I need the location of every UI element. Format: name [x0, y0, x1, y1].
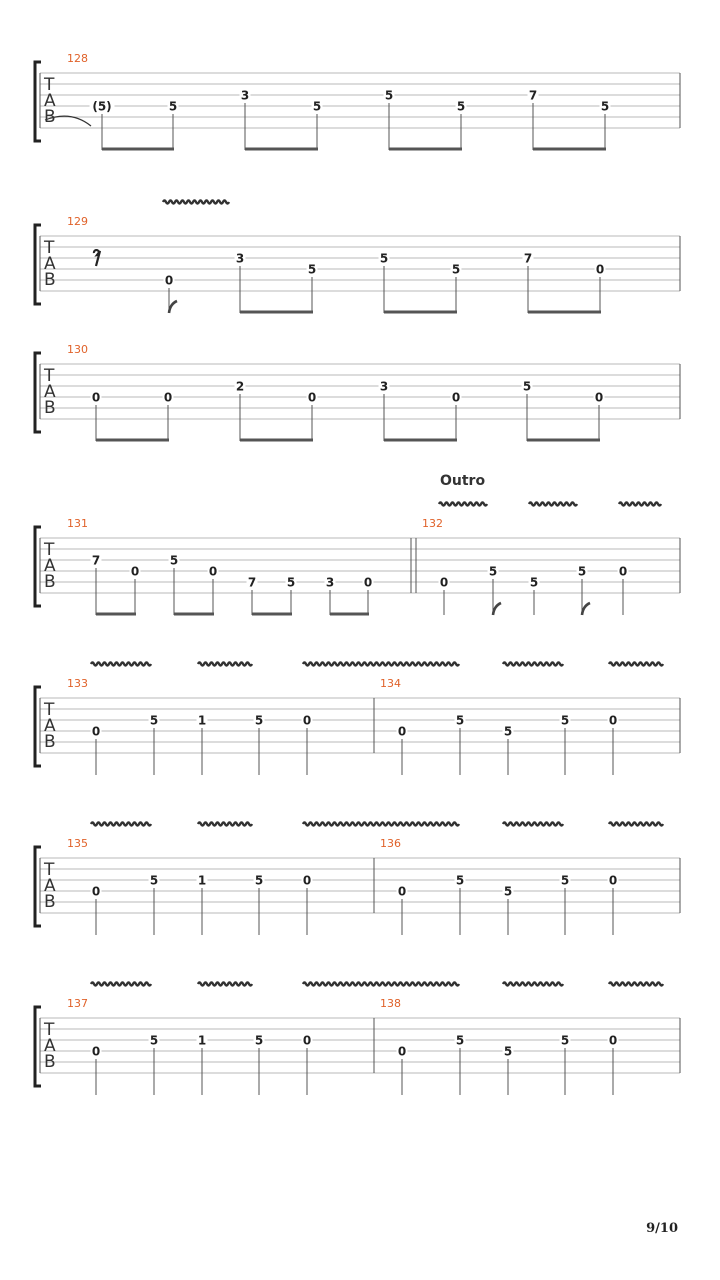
tab-system	[35, 343, 680, 442]
note-beam	[527, 439, 600, 442]
fret-number: 3	[379, 379, 389, 394]
fret-number: 5	[307, 262, 317, 277]
note-beam	[240, 439, 313, 442]
fret-number: 5	[456, 99, 466, 114]
fret-number: 5	[384, 88, 394, 103]
vibrato-mark	[503, 823, 563, 826]
fret-number: 5	[503, 1044, 513, 1059]
fret-number: 0	[397, 1044, 407, 1059]
note-beam	[96, 613, 136, 616]
vibrato-mark	[198, 823, 252, 826]
fret-number: 5	[455, 873, 465, 888]
fret-number: 0	[130, 564, 140, 579]
fret-number: 0	[397, 724, 407, 739]
tab-clef-letter: B	[44, 1052, 56, 1072]
fret-number: 5	[451, 262, 461, 277]
tab-clef-letter: A	[44, 254, 56, 274]
fret-number: 7	[528, 88, 538, 103]
vibrato-mark	[609, 823, 663, 826]
tab-clef-letter: B	[44, 398, 56, 418]
tab-system	[35, 823, 680, 936]
fret-number: 0	[302, 873, 312, 888]
fret-number: 0	[91, 1044, 101, 1059]
fret-number: 5	[600, 99, 610, 114]
fret-number: 5	[455, 713, 465, 728]
fret-number: 5	[312, 99, 322, 114]
tab-clef-letter: T	[44, 540, 55, 560]
vibrato-mark	[619, 503, 661, 506]
fret-number: 0	[363, 575, 373, 590]
vibrato-mark	[303, 983, 459, 986]
tab-clef-letter: B	[44, 572, 56, 592]
measure-number: 129	[67, 215, 88, 228]
fret-number: 5	[503, 724, 513, 739]
fret-number: 1	[197, 873, 207, 888]
note-beam	[384, 439, 457, 442]
page-number: 9/10	[646, 1221, 678, 1236]
fret-number: 3	[235, 251, 245, 266]
fret-number: 0	[608, 713, 618, 728]
tab-system	[35, 983, 680, 1096]
note-beam	[330, 613, 369, 616]
note-beam	[240, 311, 313, 314]
fret-number: 5	[149, 873, 159, 888]
tab-clef-letter: A	[44, 382, 56, 402]
vibrato-mark	[529, 503, 577, 506]
fret-number: 5	[169, 553, 179, 568]
note-beam	[528, 311, 601, 314]
fret-number: 5	[168, 99, 178, 114]
fret-number: 0	[302, 713, 312, 728]
tab-clef-letter: B	[44, 107, 56, 127]
note-flag	[169, 301, 177, 313]
vibrato-mark	[198, 983, 252, 986]
vibrato-mark	[609, 983, 663, 986]
note-beam	[245, 148, 318, 151]
fret-number: 1	[197, 1033, 207, 1048]
measure-number: 133	[67, 677, 88, 690]
fret-number: 5	[254, 1033, 264, 1048]
vibrato-mark	[609, 663, 663, 666]
fret-number: 5	[379, 251, 389, 266]
measure-number: 131	[67, 517, 88, 530]
fret-number: 1	[197, 713, 207, 728]
fret-number: 5	[286, 575, 296, 590]
fret-number: 2	[235, 379, 245, 394]
fret-number: 0	[594, 390, 604, 405]
fret-number: 5	[503, 884, 513, 899]
fret-number: 7	[523, 251, 533, 266]
fret-number: 0	[164, 273, 174, 288]
fret-number: 3	[325, 575, 335, 590]
vibrato-mark	[439, 503, 487, 506]
fret-number: 5	[488, 564, 498, 579]
fret-number: (5)	[92, 99, 112, 114]
tab-clef-letter: A	[44, 1036, 56, 1056]
fret-number: 5	[149, 1033, 159, 1048]
tab-clef-letter: A	[44, 556, 56, 576]
vibrato-mark	[503, 663, 563, 666]
fret-number: 0	[91, 884, 101, 899]
tab-clef-letter: T	[44, 700, 55, 720]
measure-number: 130	[67, 343, 88, 356]
vibrato-mark	[503, 983, 563, 986]
note-beam	[102, 148, 174, 151]
vibrato-mark	[198, 663, 252, 666]
fret-number: 0	[595, 262, 605, 277]
tab-system	[35, 473, 680, 616]
tab-clef-letter: T	[44, 1020, 55, 1040]
fret-number: 0	[302, 1033, 312, 1048]
fret-number: 0	[608, 1033, 618, 1048]
vibrato-mark	[91, 663, 151, 666]
tab-clef-letter: B	[44, 892, 56, 912]
tab-clef-letter: A	[44, 876, 56, 896]
section-label: Outro	[440, 473, 486, 489]
note-beam	[252, 613, 292, 616]
measure-number: 134	[380, 677, 401, 690]
fret-number: 0	[307, 390, 317, 405]
fret-number: 0	[208, 564, 218, 579]
fret-number: 5	[529, 575, 539, 590]
fret-number: 7	[247, 575, 257, 590]
tab-clef-letter: T	[44, 366, 55, 386]
vibrato-mark	[303, 663, 459, 666]
measure-number: 137	[67, 997, 88, 1010]
vibrato-mark	[163, 201, 229, 204]
fret-number: 0	[91, 390, 101, 405]
measure-number: 128	[67, 52, 88, 65]
tab-system	[35, 201, 680, 314]
tab-clef-letter: T	[44, 860, 55, 880]
measure-number: 138	[380, 997, 401, 1010]
fret-number: 5	[254, 713, 264, 728]
fret-number: 5	[577, 564, 587, 579]
measure-number: 135	[67, 837, 88, 850]
fret-number: 0	[163, 390, 173, 405]
tab-clef-letter: B	[44, 732, 56, 752]
fret-number: 0	[439, 575, 449, 590]
note-beam	[96, 439, 169, 442]
tab-clef-letter: T	[44, 75, 55, 95]
tab-clef-letter: A	[44, 91, 56, 111]
measure-number: 136	[380, 837, 401, 850]
fret-number: 7	[91, 553, 101, 568]
note-flag	[493, 603, 501, 615]
fret-number: 5	[560, 873, 570, 888]
tab-system	[35, 663, 680, 776]
tab-clef-letter: B	[44, 270, 56, 290]
vibrato-mark	[91, 983, 151, 986]
fret-number: 5	[560, 713, 570, 728]
fret-number: 5	[560, 1033, 570, 1048]
fret-number: 3	[240, 88, 250, 103]
note-flag	[582, 603, 590, 615]
fret-number: 0	[397, 884, 407, 899]
vibrato-mark	[91, 823, 151, 826]
tab-clef-letter: T	[44, 238, 55, 258]
tab-clef-letter: A	[44, 716, 56, 736]
tab-system	[35, 52, 680, 151]
fret-number: 0	[91, 724, 101, 739]
fret-number: 5	[149, 713, 159, 728]
note-beam	[533, 148, 606, 151]
fret-number: 0	[451, 390, 461, 405]
vibrato-mark	[303, 823, 459, 826]
fret-number: 0	[618, 564, 628, 579]
fret-number: 0	[608, 873, 618, 888]
note-beam	[174, 613, 214, 616]
fret-number: 5	[455, 1033, 465, 1048]
note-beam	[389, 148, 462, 151]
fret-number: 5	[254, 873, 264, 888]
fret-number: 5	[522, 379, 532, 394]
note-beam	[384, 311, 457, 314]
measure-number: 132	[422, 517, 443, 530]
